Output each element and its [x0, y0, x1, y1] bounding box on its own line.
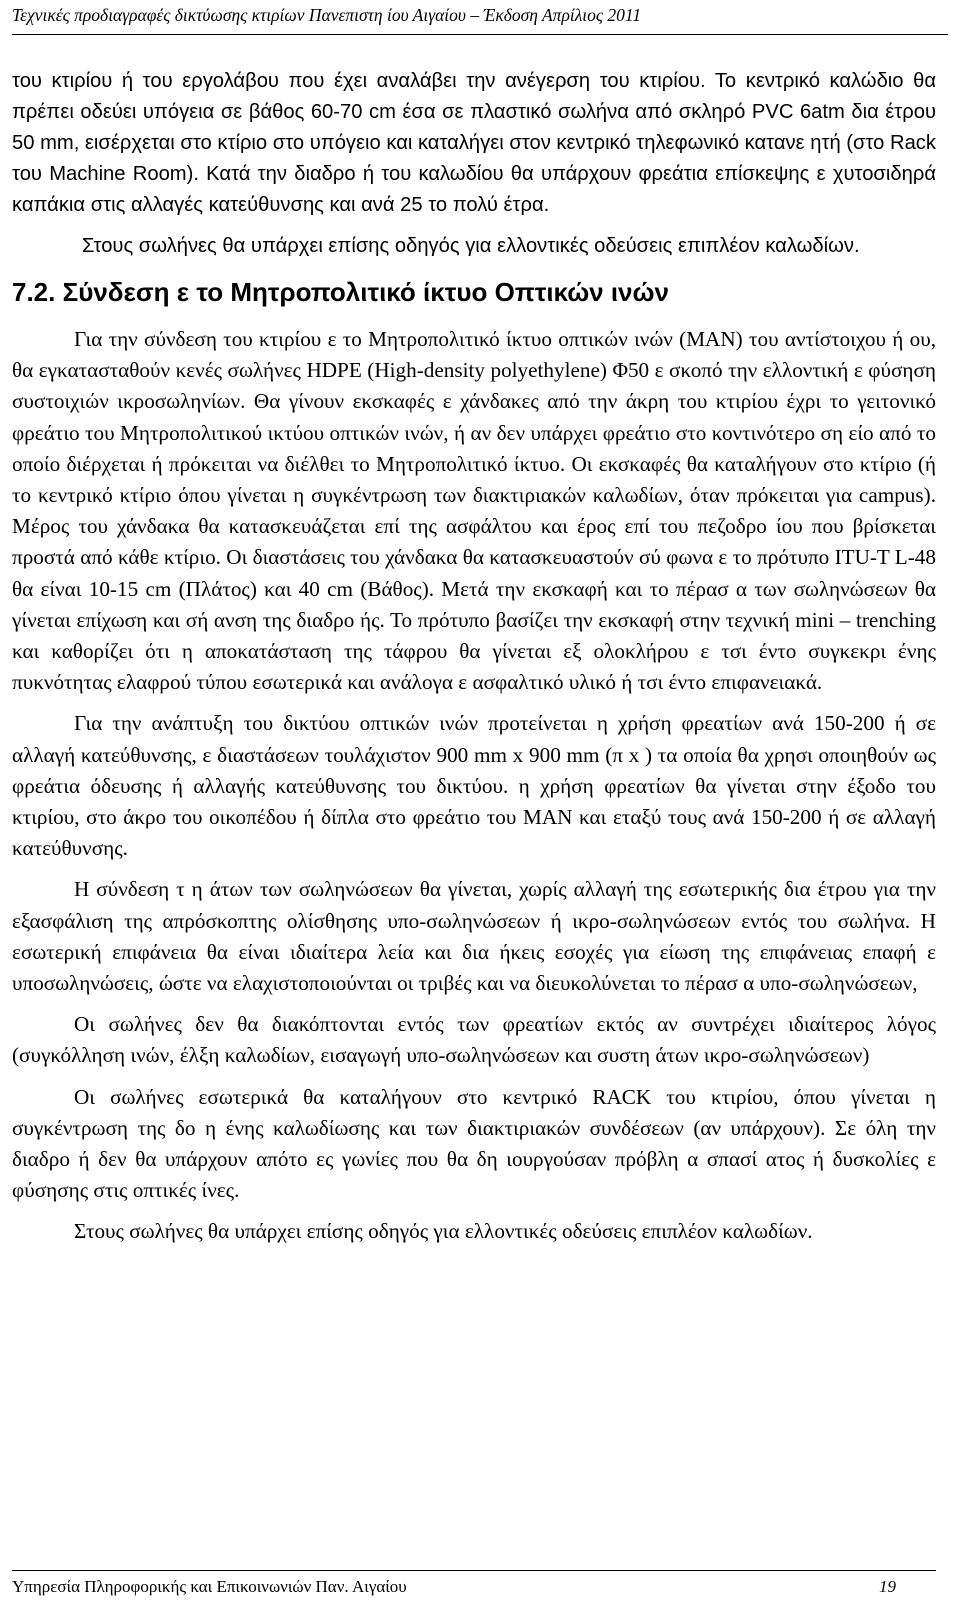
paragraph-man-connection: Για την σύνδεση του κτιρίου ε το Μητροπολιτικό ίκτυο οπτικών ινών (MAN) του αντίστοιχου ή ου, θα εγκατασταθούν κενές σωλήνες HDPE (High-density polyethylene) Φ50 ε σκοπό την ελλοντική ε φύσηση συστοιχιών ικροσωληνίων. Θα γίνουν εκσκαφές ε χάνδακες από την άκρη του κτιρίου έχρι το γειτονικό φρεάτιο του Μητροπολιτικού ικτύου οπτικών ινών, ή αν δεν υπάρχει φρεάτιο στο κοντινότερο ση είο από το οποίο διέρχεται ή πρόκειται να διέλθει το Μητροπολιτικό ίκτυο. Οι εκσκαφές θα καταλήγουν στο κτίριο (ή το κεντρικό κτίριο όπου γίνεται η συγκέντρωση των διακτιριακών καλωδίων, όταν πρόκειται για campus). Μέρος του χάνδακα θα κατασκευάζεται επί της ασφάλτου και έρος επί του πεζοδρο ίου που βρίσκεται προστά από κάθε κτίριο. Οι διαστάσεις του χάνδακα θα κατασκευαστούν σύ φωνα ε το πρότυπο ITU-T L-48 θα είναι 10-15 cm (Πλάτος) και 40 cm (Βάθος). Μετά την εκσκαφή και το πέρασ α των σωληνώσεων θα γίνεται επίχωση και σή ανση της διαδρο ής. Το πρότυπο βασίζει την εκσκαφή στην τεχνική mini – trenching και καθορίζει ότι η αποκατάσταση της τάφρου θα γίνεται εξ ολοκλήρου ε τσι έντο συγκεκρι ένης πυκνότητας ελαφρού τύπου εσωτερικά και ανάλογα ε ασφαλτικό υλικό ή τσι έντο επιφανειακά.: [12, 327, 936, 695]
paragraph-pipe-continuity: Οι σωλήνες δεν θα διακόπτονται εντός των φρεατίων εκτός αν συντρέχει ιδιαίτερος λόγος (συγκόλληση ινών, έλξη καλωδίων, εισαγωγή υπο-σωληνώσεων και συστη άτων ικρο-σωληνώσεων): [12, 1012, 936, 1068]
spacer: [12, 999, 936, 1009]
page-number: 19: [879, 1577, 896, 1596]
section-heading: 7.2. Σύνδεση ε το Μητροπολιτικό ίκτυο Οπτικών ινών: [12, 277, 669, 307]
paragraph-guide-wire-2: Στους σωλήνες θα υπάρχει επίσης οδηγός για ελλοντικές οδεύσεις επιπλέον καλωδίων.: [74, 1219, 813, 1244]
paragraph-manholes: Για την ανάπτυξη του δικτύου οπτικών ινών προτείνεται η χρήση φρεατίων ανά 150-200 ή σε αλλαγή κατεύθυνσης, ε διαστάσεων τουλάχιστον 900 mm x 900 mm (π x ) τα οποία θα χρησι οποιηθούν ως φρεάτια όδευσης ή αλλαγής κατεύθυνσης του δικτύου. η χρήση φρεατίων θα γίνεται στην έξοδο του κτιρίου, στο άκρο του οικοπέδου ή δίπλα στο φρεάτιο του MAN και εταξύ τους ανά 150-200 ή σε αλλαγή κατεύθυνσης.: [12, 711, 936, 861]
header-title: Τεχνικές προδιαγραφές δικτύωσης κτιρίων Πανεπιστη ίου Αιγαίου – Έκδοση Απρίλιος 2011: [12, 5, 642, 25]
spacer: [12, 698, 936, 708]
paragraph-intro: του κτιρίου ή του εργολάβου που έχει αναλάβει την ανέγερση του κτιρίου. Το κεντρικό καλώδιο θα πρέπει οδεύει υπόγεια σε βάθος 60-70 cm έσα σε πλαστικό σωλήνα από σκληρό PVC 6atm δια έτρου 50 mm, εισέρχεται στο κτίριο στο υπόγειο και καταλήγει στον κεντρικό τηλεφωνικό κατανε ητή (στο Rack του Machine Room). Κατά την διαδρο ή του καλωδίου θα υπάρχουν φρεάτια επίσκεψης ε χυτοσιδηρά καπάκια στις αλλαγές κατεύθυνσης και ανά 25 το πολύ έτρα.: [12, 70, 936, 216]
page-footer: [12, 1570, 936, 1607]
document-body: [12, 66, 936, 1248]
paragraph-rack-termination: Οι σωλήνες εσωτερικά θα καταλήγουν στο κεντρικό RACK του κτιρίου, όπου γίνεται η συγκέντρωση της δο η ένης καλωδίωσης και των διακτιριακών συνδέσεων (αν υπάρχουν). Σε όλη την διαδρο ή δεν θα υπάρχουν απότο ες γωνίες που θα δη ιουργούσαν πρόβλη α σπασί ατος ή δυσκολίες ε φύσησης στις οπτικές ίνες.: [12, 1084, 936, 1203]
spacer: [12, 1206, 936, 1216]
spacer: [12, 221, 936, 231]
spacer: [12, 1072, 936, 1082]
paragraph-guide-wire: Στους σωλήνες θα υπάρχει επίσης οδηγός για ελλοντικές οδεύσεις επιπλέον καλωδίων.: [82, 235, 860, 257]
paragraph-pipe-joints: Η σύνδεση τ η άτων των σωληνώσεων θα γίνεται, χωρίς αλλαγή της εσωτερικής δια έτρου για την εξασφάλιση της απρόσκοπτης ολίσθησης υπο-σωληνώσεων ή ικρο-σωληνώσεων εντός του σωλήνα. Η εσωτερική επιφάνεια θα είναι ιδιαίτερα λεία και δια ήκεις εσοχές για είωση της επιφάνειας επαφή ε υποσωληνώσεις, ώστε να ελαχιστοποιούνται οι τριβές και να διευκολύνεται το πέρασ α υπο-σωληνώσεων,: [12, 877, 936, 996]
page-header: [12, 2, 948, 35]
spacer: [12, 864, 936, 874]
footer-organization: Υπηρεσία Πληροφορικής και Επικοινωνιών Παν. Αιγαίου: [12, 1577, 407, 1596]
